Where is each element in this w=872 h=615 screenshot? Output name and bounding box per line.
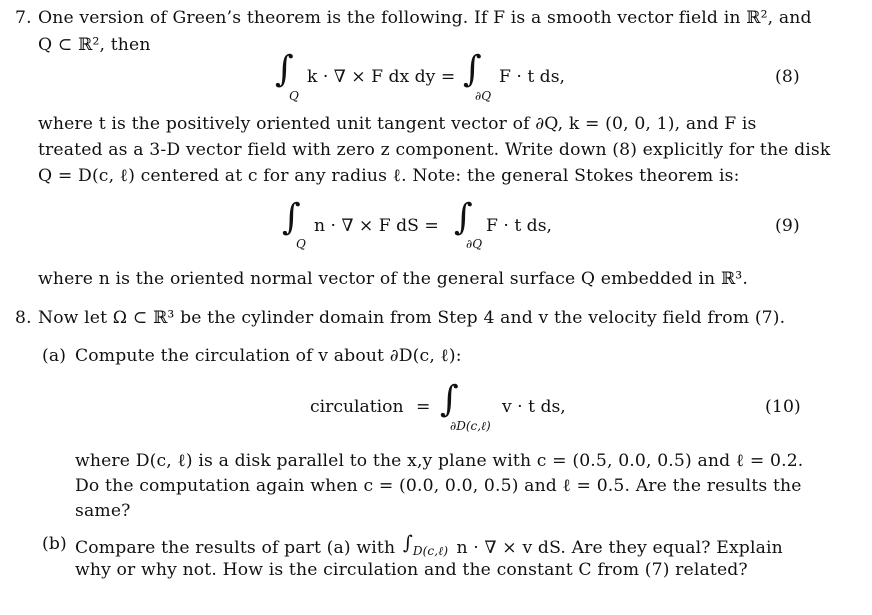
equation-10-number: (10) <box>765 397 801 417</box>
item-7-line-2: Q ⊂ ℝ², then <box>38 35 151 55</box>
item-7-number: 7. <box>15 8 32 28</box>
part-a-line-2: where D(c, ℓ) is a disk parallel to the x,y plane with c = (0.5, 0.0, 0.5) and ℓ = 0.2. <box>75 451 804 471</box>
part-b-line-1-post: n · ∇ × v dS. Are they equal? Explain <box>456 538 783 558</box>
integral-sign: ∫ <box>454 197 473 238</box>
part-a-line-1: Compute the circulation of v about ∂D(c, ℓ): <box>75 346 462 366</box>
eq8-rhs-integrand: F · t ds, <box>499 67 565 87</box>
part-b-line-1-pre: Compare the results of part (a) with <box>75 538 396 558</box>
eq9-lhs-integrand: n · ∇ × F dS = <box>314 216 439 236</box>
integral-sign: ∫ <box>463 49 482 90</box>
item-7-line-6: where n is the oriented normal vector of the general surface Q embedded in ℝ³. <box>38 269 748 289</box>
eq8-lhs-integrand: k · ∇ × F dx dy = <box>307 67 456 87</box>
item-7-line-5: Q = D(c, ℓ) centered at c for any radius ℓ. Note: the general Stokes theorem is: <box>38 166 740 186</box>
part-b-line-2: why or why not. How is the circulation and the constant C from (7) related? <box>75 560 748 580</box>
equation-9-number: (9) <box>775 216 800 236</box>
part-a-label: (a) <box>42 346 67 366</box>
item-7-line-3: where t is the positively oriented unit tangent vector of ∂Q, k = (0, 0, 1), and F is <box>38 114 757 134</box>
eq10-domain: ∂D(c,ℓ) <box>450 419 491 433</box>
eq10-integrand: v · t ds, <box>502 397 566 417</box>
eq8-rhs-domain: ∂Q <box>475 89 492 103</box>
part-b-domain: D(c,ℓ) <box>412 544 449 558</box>
eq9-lhs-domain: Q <box>296 237 306 251</box>
eq9-rhs-domain: ∂Q <box>466 237 483 251</box>
part-b-line-1 <box>75 532 783 558</box>
eq8-lhs-domain: Q <box>289 89 299 103</box>
equation-9 <box>282 197 582 255</box>
item-8-number: 8. <box>15 308 32 328</box>
item-8-line-1: Now let Ω ⊂ ℝ³ be the cylinder domain from Step 4 and v the velocity field from (7). <box>38 308 786 328</box>
equation-8-number: (8) <box>775 67 800 87</box>
equation-10 <box>310 379 630 442</box>
eq9-rhs-integrand: F · t ds, <box>486 216 552 236</box>
item-7-line-1: One version of Green’s theorem is the following. If F is a smooth vector field in ℝ², and <box>38 8 812 28</box>
equation-8 <box>275 49 575 107</box>
integral-sign: ∫ <box>275 49 294 90</box>
inline-integral <box>401 532 451 558</box>
part-a-line-3: Do the computation again when c = (0.0, 0.0, 0.5) and ℓ = 0.5. Are the results the <box>75 476 802 496</box>
eq10-equals: = <box>416 397 431 417</box>
part-b-label: (b) <box>42 534 67 554</box>
item-7-line-4: treated as a 3-D vector field with zero z component. Write down (8) explicitly for the disk <box>38 140 831 160</box>
integral-sign: ∫ <box>402 532 413 554</box>
integral-sign: ∫ <box>440 379 459 420</box>
integral-sign: ∫ <box>282 197 301 238</box>
eq10-lhs: circulation <box>310 397 404 417</box>
part-a-line-4: same? <box>75 501 131 521</box>
